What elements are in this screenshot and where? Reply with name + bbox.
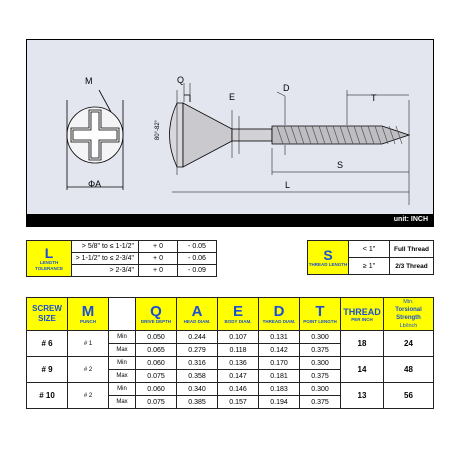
value-cell: 0.358 (177, 370, 218, 383)
value-cell: 0.194 (259, 396, 300, 409)
label-e: E (229, 92, 236, 102)
hdr-thread: THREAD PER INCH (341, 298, 384, 331)
length-minus-2: - 0.09 (178, 265, 217, 277)
length-plus-1: + 0 (139, 253, 178, 265)
value-cell: 0.244 (177, 331, 218, 344)
thread-title: THREAD LENGTH (308, 261, 348, 267)
value-cell: 0.385 (177, 396, 218, 409)
hdr-t: T POINT LENGTH (300, 298, 341, 331)
punch-cell: # 1 (68, 331, 109, 357)
value-cell: 0.375 (300, 370, 341, 383)
label-l: L (285, 180, 291, 190)
value-cell: 0.375 (300, 344, 341, 357)
screw-diagram-svg (27, 40, 435, 228)
minmax-label: Min (109, 357, 136, 370)
thread-cell: 13 (341, 383, 384, 409)
size-cell: # 9 (27, 357, 68, 383)
hdr-e: E BODY DIAM. (218, 298, 259, 331)
minmax-label: Min (109, 331, 136, 344)
thread-letter: S (323, 246, 333, 263)
length-minus-1: - 0.06 (178, 253, 217, 265)
length-letter: L (44, 244, 54, 261)
head-top-view (67, 90, 123, 190)
value-cell: 0.300 (300, 383, 341, 396)
length-tol-key (27, 241, 72, 277)
value-cell: 0.131 (259, 331, 300, 344)
value-cell: 0.060 (136, 383, 177, 396)
hdr-d: D THREAD DIAM. (259, 298, 300, 331)
thread-val-0: Full Thread (390, 241, 434, 258)
hdr-q: Q DRIVE DEPTH (136, 298, 177, 331)
label-q: Q (177, 75, 185, 85)
table-row (27, 331, 434, 344)
value-cell: 0.340 (177, 383, 218, 396)
value-cell: 0.279 (177, 344, 218, 357)
value-cell: 0.157 (218, 396, 259, 409)
thread-length-table (307, 240, 434, 275)
value-cell: 0.050 (136, 331, 177, 344)
value-cell: 0.065 (136, 344, 177, 357)
minmax-label: Min (109, 383, 136, 396)
hdr-screw-size: SCREW SIZE (27, 298, 68, 331)
thread-cell: 14 (341, 357, 384, 383)
value-cell: 0.300 (300, 331, 341, 344)
screw-drawing (26, 39, 434, 227)
size-cell: # 10 (27, 383, 68, 409)
value-cell: 0.183 (259, 383, 300, 396)
value-cell: 0.170 (259, 357, 300, 370)
thread-val-1: 2/3 Thread (390, 258, 434, 275)
length-title: LENGTH TOLERANCE (35, 259, 63, 271)
value-cell: 0.147 (218, 370, 259, 383)
thread-tol-key (308, 241, 349, 275)
length-minus-0: - 0.05 (178, 241, 217, 253)
size-cell: # 6 (27, 331, 68, 357)
value-cell: 0.118 (218, 344, 259, 357)
torsion-cell: 56 (384, 383, 434, 409)
value-cell: 0.142 (259, 344, 300, 357)
length-plus-2: + 0 (139, 265, 178, 277)
hdr-blank (109, 298, 136, 331)
label-angle: 80°-82° (155, 119, 162, 141)
label-d: D (283, 83, 290, 93)
table-row (27, 383, 434, 396)
spec-header-row (27, 298, 434, 331)
minmax-label: Max (109, 344, 136, 357)
value-cell: 0.181 (259, 370, 300, 383)
length-range-2: > 2-3/4" (72, 265, 139, 277)
label-t: T (371, 93, 377, 103)
hdr-torsion: Min. Torsional Strength Lb/inch (384, 298, 434, 331)
torsion-cell: 24 (384, 331, 434, 357)
value-cell: 0.075 (136, 396, 177, 409)
length-plus-0: + 0 (139, 241, 178, 253)
punch-cell: # 2 (68, 383, 109, 409)
minmax-label: Max (109, 370, 136, 383)
torsion-cell: 48 (384, 357, 434, 383)
value-cell: 0.146 (218, 383, 259, 396)
table-row (27, 357, 434, 370)
spec-table (26, 297, 434, 409)
thread-cond-0: < 1" (349, 241, 390, 258)
label-m: M (85, 76, 93, 86)
length-tolerance-table (26, 240, 217, 277)
value-cell: 0.060 (136, 357, 177, 370)
value-cell: 0.375 (300, 396, 341, 409)
hdr-m: M PUNCH (68, 298, 109, 331)
value-cell: 0.107 (218, 331, 259, 344)
label-s: S (337, 160, 344, 170)
value-cell: 0.316 (177, 357, 218, 370)
label-a: ΦA (88, 179, 102, 189)
thread-cell: 18 (341, 331, 384, 357)
thread-cond-1: ≥ 1" (349, 258, 390, 275)
length-range-1: > 1-1/2" to ≤ 2-3/4" (72, 253, 139, 265)
punch-cell: # 2 (68, 357, 109, 383)
minmax-label: Max (109, 396, 136, 409)
unit-label: unit: INCH (393, 216, 428, 223)
value-cell: 0.075 (136, 370, 177, 383)
value-cell: 0.300 (300, 357, 341, 370)
unit-bar (26, 214, 434, 227)
value-cell: 0.136 (218, 357, 259, 370)
length-range-0: > 5/8" to ≤ 1-1/2" (72, 241, 139, 253)
hdr-a: A HEAD DIAM. (177, 298, 218, 331)
